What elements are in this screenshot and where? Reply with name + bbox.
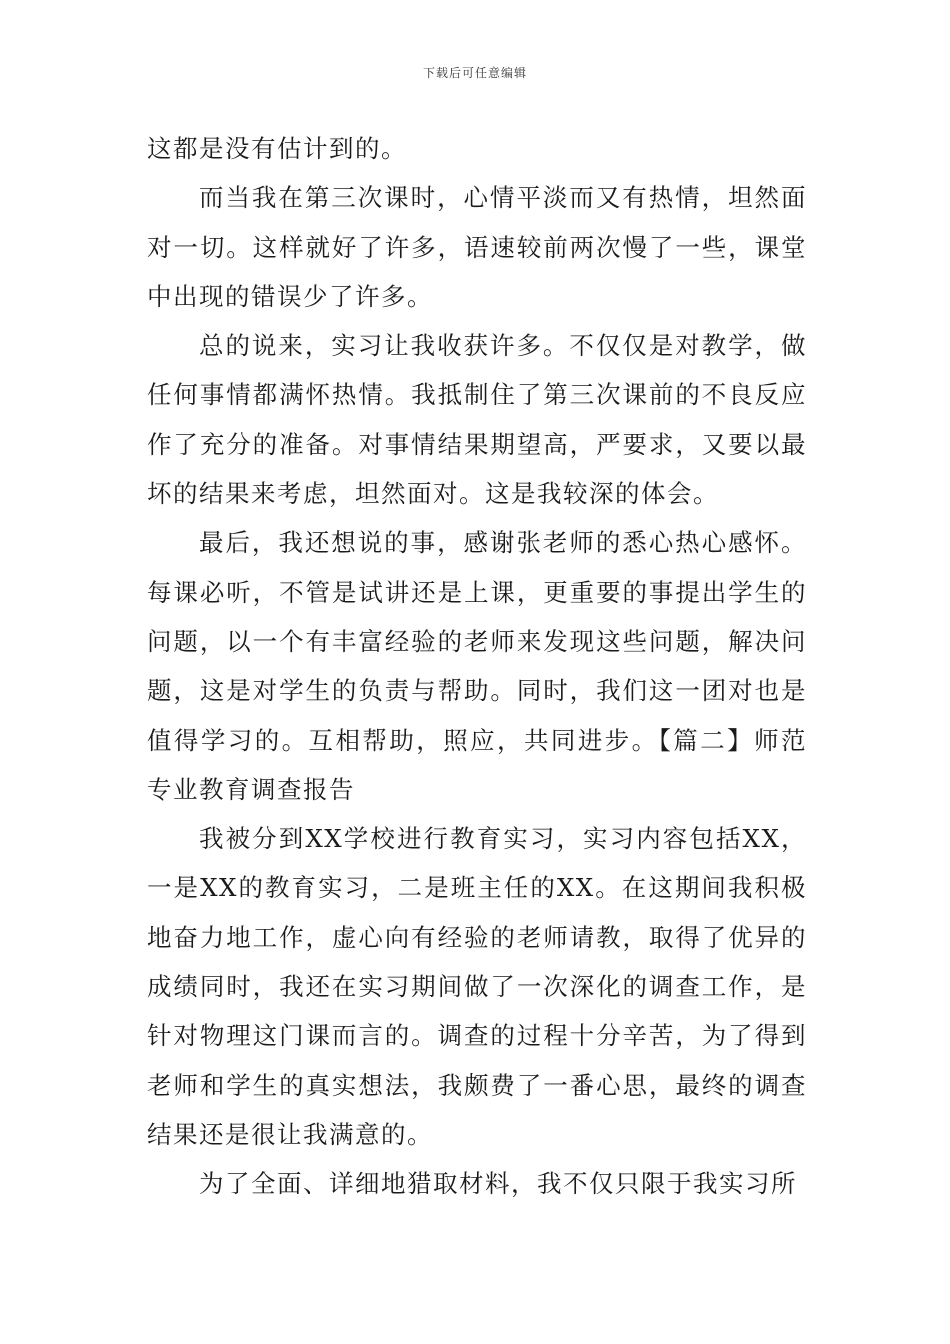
paragraph-1: 这都是没有估计到的。 xyxy=(147,134,407,163)
page-header: 下载后可任意编辑 xyxy=(422,66,527,80)
paragraph-6: 为了全面、详细地猎取材料，我不仅只限于我实习所 xyxy=(199,1169,797,1199)
paragraph-3: 总的说来，实习让我收获许多。不仅仅是对教学，做任何事情都满怀热情。我抵制住了第三次课前的不良反应作了充分的准备。对事情结果期望高，严要求，又要以最坏的结果来考虑，坦然面对。这是我较深的体会。 xyxy=(147,331,807,509)
paragraph-4: 最后，我还想说的事，感谢张老师的悉心热心感怀。每课必听，不管是试讲还是上课，更重要的事提出学生的问题，以一个有丰富经验的老师来发现这些问题，解决问题，这是对学生的负责与帮助。同时，我们这一团对也是值得学习的。互相帮助，照应，共同进步。【篇二】师范专业教育调查报告 xyxy=(147,528,807,804)
paragraph-2: 而当我在第三次课时，心情平淡而又有热情，坦然面对一切。这样就好了许多，语速较前两次慢了一些，课堂中出现的错误少了许多。 xyxy=(147,183,807,311)
paragraph-5: 我被分到XX学校进行教育实习，实习内容包括XX，一是XX的教育实习，二是班主任的XX。在这期间我积极地奋力地工作，虚心向有经验的老师请教，取得了优异的成绩同时，我还在实习期间做了一次深化的调查工作，是针对物理这门课而言的。调查的过程十分辛苦，为了得到老师和学生的真实想法，我颇费了一番心思，最终的调查结果还是很让我满意的。 xyxy=(147,824,807,1149)
document-body xyxy=(147,124,807,1209)
